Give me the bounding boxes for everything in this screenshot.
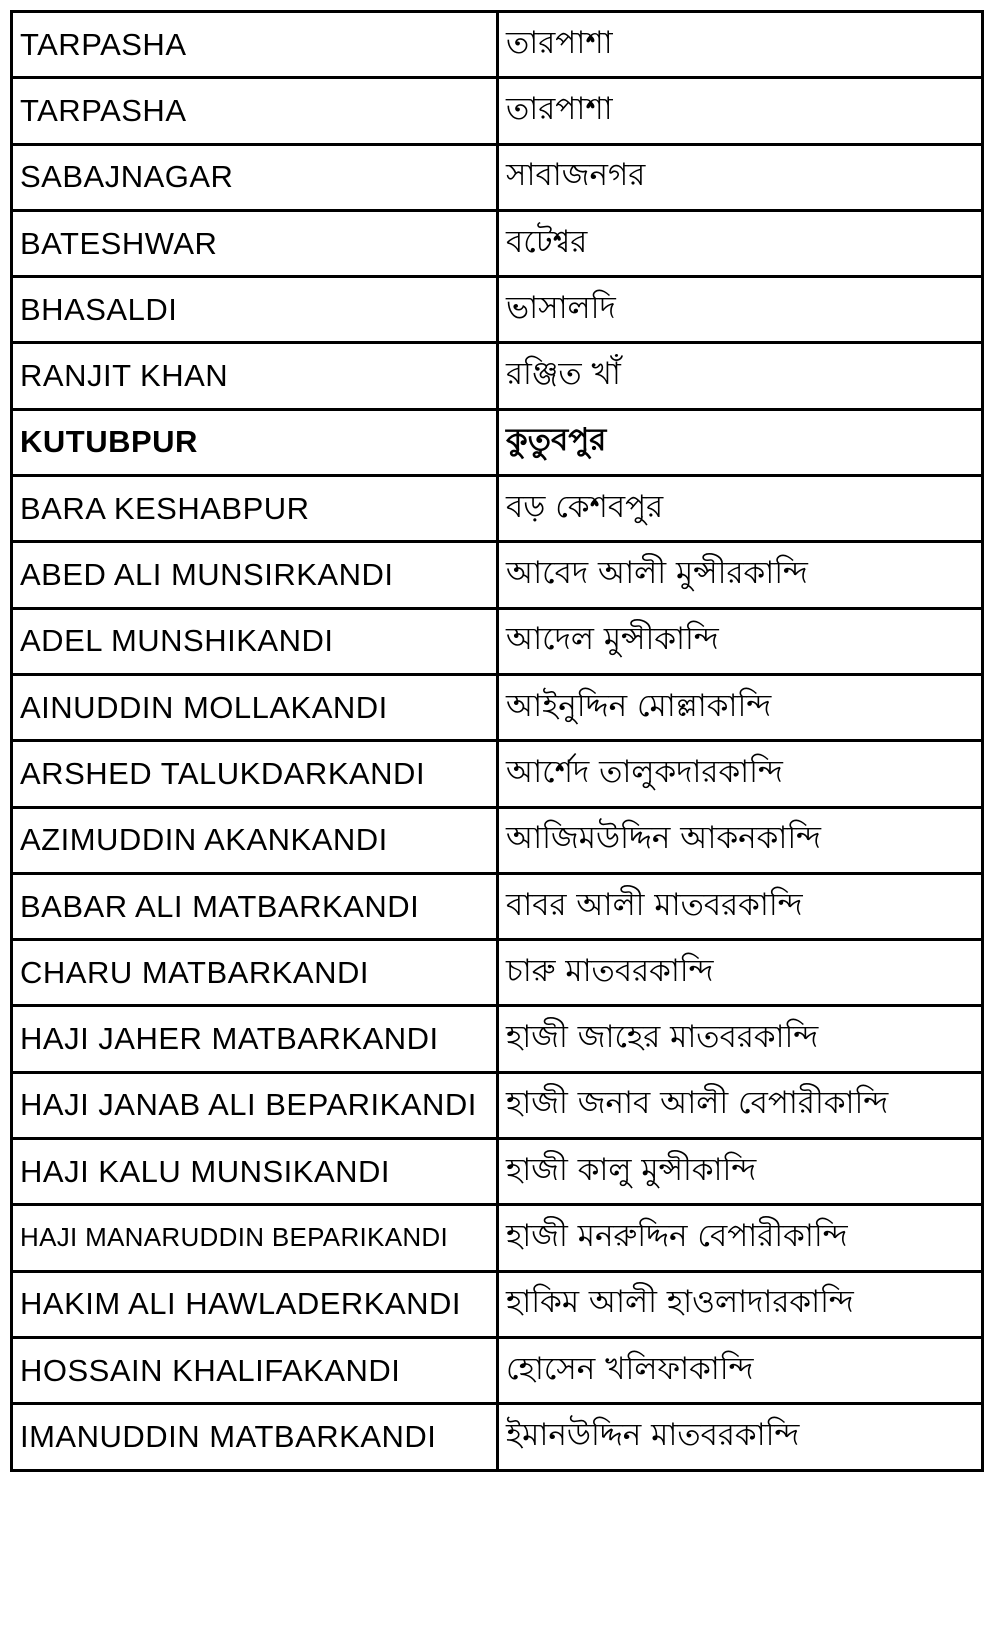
english-name-cell: AZIMUDDIN AKANKANDI (13, 809, 499, 872)
table-row (13, 1140, 981, 1206)
bengali-name-cell: বাবর আলী মাতবরকান্দি (506, 886, 803, 923)
bengali-name-cell: হাজী মনরুদ্দিন বেপারীকান্দি (506, 1217, 848, 1254)
bengali-name-cell: আইনুদ্দিন মোল্লাকান্দি (506, 687, 772, 724)
english-name-cell: HAJI JANAB ALI BEPARIKANDI (13, 1074, 499, 1137)
english-name-cell: AINUDDIN MOLLAKANDI (13, 676, 499, 739)
bengali-name-cell: ভাসালদি (506, 289, 616, 326)
table-row (13, 809, 981, 875)
english-name-cell: IMANUDDIN MATBARKANDI (13, 1405, 499, 1468)
bengali-name-cell: বড় কেশবপুর (506, 488, 664, 525)
table-row (13, 477, 981, 543)
bengali-name-cell: কুতুবপুর (506, 422, 607, 459)
bengali-name-cell: আর্শেদ তালুকদারকান্দি (506, 753, 783, 790)
bengali-name-cell: ইমানউদ্দিন মাতবরকান্দি (506, 1416, 800, 1453)
english-name-cell: HAJI MANARUDDIN BEPARIKANDI (13, 1206, 499, 1269)
bengali-name-cell: হাজী কালু মুন্সীকান্দি (506, 1151, 757, 1188)
table-row (13, 79, 981, 145)
table-row (13, 278, 981, 344)
bengali-name-cell: হাকিম আলী হাওলাদারকান্দি (506, 1284, 854, 1321)
table-row (13, 742, 981, 808)
table-row (13, 1007, 981, 1073)
table-row (13, 1206, 981, 1272)
english-name-cell: TARPASHA (13, 79, 499, 142)
english-name-cell: ADEL MUNSHIKANDI (13, 610, 499, 673)
english-name-cell: HOSSAIN KHALIFAKANDI (13, 1339, 499, 1402)
bengali-name-cell: আদেল মুন্সীকান্দি (506, 621, 719, 658)
bengali-name-cell: তারপাশা (506, 24, 613, 61)
table-row (13, 610, 981, 676)
bengali-name-cell: চারু মাতবরকান্দি (506, 952, 714, 989)
bengali-name-cell: হাজী জাহের মাতবরকান্দি (506, 1019, 819, 1056)
english-name-cell: HAKIM ALI HAWLADERKANDI (13, 1273, 499, 1336)
table-row (13, 344, 981, 410)
bengali-name-cell: বটেশ্বর (506, 223, 588, 260)
bengali-name-cell: আবেদ আলী মুন্সীরকান্দি (506, 555, 808, 592)
english-name-cell: BHASALDI (13, 278, 499, 341)
english-name-cell: CHARU MATBARKANDI (13, 941, 499, 1004)
table-row (13, 1339, 981, 1405)
bengali-name-cell: রঞ্জিত খাঁ (506, 356, 621, 393)
bengali-name-cell: হোসেন খলিফাকান্দি (506, 1350, 754, 1387)
table-row (13, 875, 981, 941)
table-row (13, 1405, 981, 1471)
bengali-name-cell: তারপাশা (506, 90, 613, 127)
table-row-highlighted (13, 411, 981, 477)
english-name-cell: TARPASHA (13, 13, 499, 76)
table-row (13, 941, 981, 1007)
table-row (13, 1273, 981, 1339)
english-name-cell: BABAR ALI MATBARKANDI (13, 875, 499, 938)
english-name-cell: BARA KESHABPUR (13, 477, 499, 540)
english-name-cell: KUTUBPUR (13, 411, 499, 474)
english-name-cell: BATESHWAR (13, 212, 499, 275)
table-row (13, 212, 981, 278)
english-name-cell: HAJI KALU MUNSIKANDI (13, 1140, 499, 1203)
english-name-cell: SABAJNAGAR (13, 146, 499, 209)
bengali-name-cell: আজিমউদ্দিন আকনকান্দি (506, 820, 822, 857)
table-row (13, 543, 981, 609)
village-name-table (10, 10, 984, 1472)
table-row (13, 676, 981, 742)
table-row (13, 146, 981, 212)
english-name-cell: HAJI JAHER MATBARKANDI (13, 1007, 499, 1070)
english-name-cell: RANJIT KHAN (13, 344, 499, 407)
table-row (13, 1074, 981, 1140)
bengali-name-cell: হাজী জনাব আলী বেপারীকান্দি (506, 1085, 889, 1122)
bengali-name-cell: সাবাজনগর (506, 157, 646, 194)
english-name-cell: ARSHED TALUKDARKANDI (13, 742, 499, 805)
english-name-cell: ABED ALI MUNSIRKANDI (13, 543, 499, 606)
table-row (13, 13, 981, 79)
